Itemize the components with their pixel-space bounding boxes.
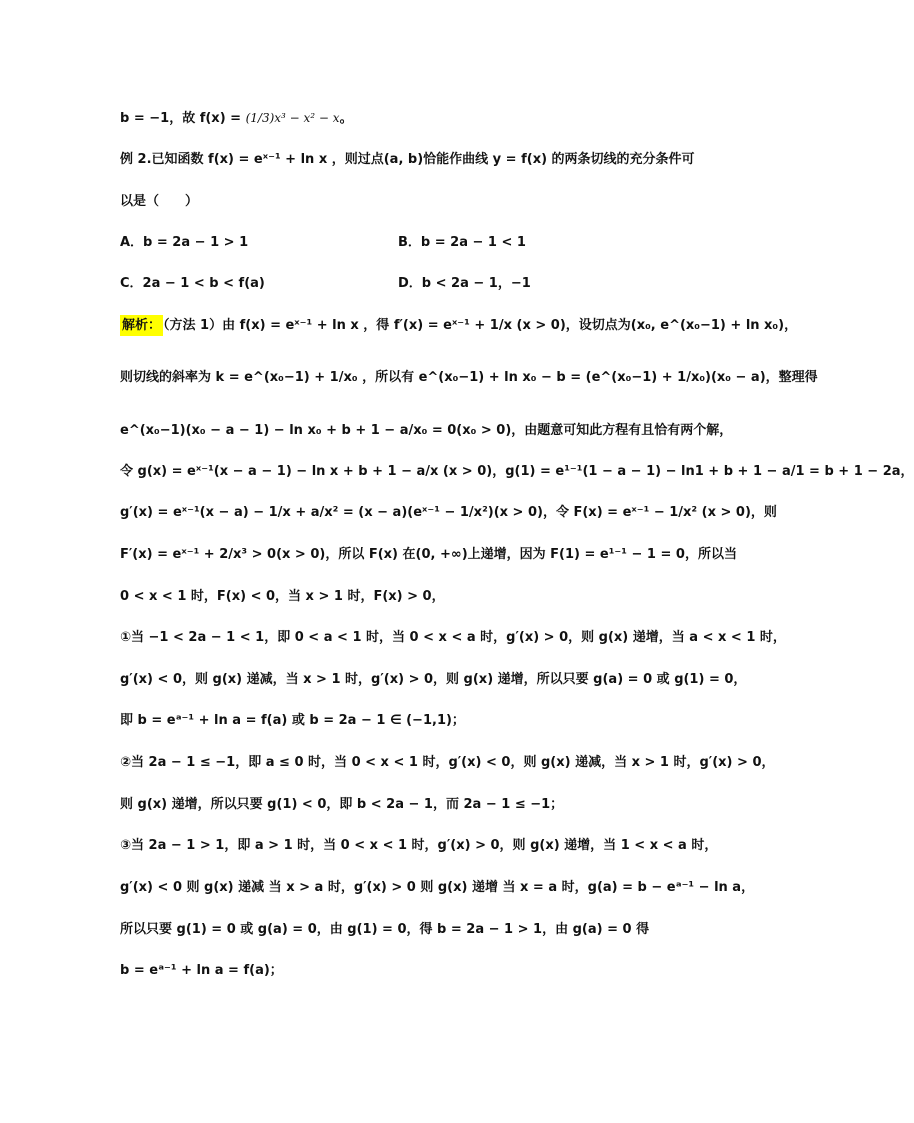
prev-result-line: b = −1，故 f(x) = (1/3)x³ − x² − x。	[120, 111, 353, 126]
options-row-cd	[120, 274, 754, 294]
solution-line-5: g′(x) = eˣ⁻¹(x − a) − 1/x + a/x² = (x − a)(eˣ⁻¹ − 1/x²)(x > 0)，令 F(x) = eˣ⁻¹ − 1/x² (x > 0)，则	[120, 505, 777, 520]
case-3-line-3: 所以只要 g(1) = 0 或 g(a) = 0，由 g(1) = 0，得 b = 2a − 1 > 1，由 g(a) = 0 得	[120, 922, 650, 937]
case-2-line-1: ②当 2a − 1 ≤ −1，即 a ≤ 0 时，当 0 < x < 1 时，g′(x) < 0，则 g(x) 递减，当 x > 1 时，g′(x) > 0，	[120, 755, 775, 770]
case-1-line-2: g′(x) < 0，则 g(x) 递减，当 x > 1 时，g′(x) > 0，则 g(x) 递增，所以只要 g(a) = 0 或 g(1) = 0，	[120, 672, 747, 687]
solution-line-1: 解析： （方法 1）由 f(x) = eˣ⁻¹ + ln x ，得 f′(x) = eˣ⁻¹ + 1/x (x > 0)，设切点为(x₀, e^(x₀−1) + ln x₀)，	[120, 316, 754, 336]
example-question-line-1: 例 2.已知函数 f(x) = eˣ⁻¹ + ln x ，则过点(a, b)恰能作曲线 y = f(x) 的两条切线的充分条件可	[120, 152, 695, 167]
option-d[interactable]: D．b < 2a − 1，−1	[398, 276, 531, 291]
solution-line-3: e^(x₀−1)(x₀ − a − 1) − ln x₀ + b + 1 − a/x₀ = 0(x₀ > 0)，由题意可知此方程有且恰有两个解，	[120, 423, 733, 438]
case-1-line-1: ①当 −1 < 2a − 1 < 1，即 0 < a < 1 时，当 0 < x < a 时，g′(x) > 0，则 g(x) 递增，当 a < x < 1 时，	[120, 630, 786, 645]
case-3-line-4: b = eᵃ⁻¹ + ln a = f(a)；	[120, 963, 283, 978]
options-row-ab	[120, 233, 754, 253]
solution-line-4: 令 g(x) = eˣ⁻¹(x − a − 1) − ln x + b + 1 − a/x (x > 0)，g(1) = e¹⁻¹(1 − a − 1) − ln1 + b + 1 − a/1 = b + 1 − 2a，	[120, 464, 914, 479]
case-3-line-2: g′(x) < 0 则 g(x) 递减 当 x > a 时，g′(x) > 0 则 g(x) 递增 当 x = a 时，g(a) = b − eᵃ⁻¹ − ln a，	[120, 880, 755, 895]
solution-label: 解析：	[120, 315, 163, 336]
example-question-line-2: 以是（ ）	[120, 194, 199, 209]
case-2-line-2: 则 g(x) 递增，所以只要 g(1) < 0，即 b < 2a − 1，而 2a − 1 ≤ −1；	[120, 797, 564, 812]
option-a[interactable]: A．b = 2a − 1 > 1	[120, 235, 249, 250]
option-b[interactable]: B．b = 2a − 1 < 1	[398, 235, 526, 250]
solution-line-6: F′(x) = eˣ⁻¹ + 2/x³ > 0(x > 0)，所以 F(x) 在(0, +∞)上递增，因为 F(1) = e¹⁻¹ − 1 = 0，所以当	[120, 547, 737, 562]
case-3-line-1: ③当 2a − 1 > 1，即 a > 1 时，当 0 < x < 1 时，g′(x) > 0，则 g(x) 递增，当 1 < x < a 时，	[120, 838, 718, 853]
option-c[interactable]: C．2a − 1 < b < f(a)	[120, 276, 265, 291]
solution-line-7: 0 < x < 1 时，F(x) < 0，当 x > 1 时，F(x) > 0，	[120, 589, 445, 604]
solution-line-2: 则切线的斜率为 k = e^(x₀−1) + 1/x₀ ，所以有 e^(x₀−1) + ln x₀ − b = (e^(x₀−1) + 1/x₀)(x₀ − a)，整理得	[120, 370, 818, 385]
case-1-line-3: 即 b = eᵃ⁻¹ + ln a = f(a) 或 b = 2a − 1 ∈ (−1,1)；	[120, 713, 465, 728]
